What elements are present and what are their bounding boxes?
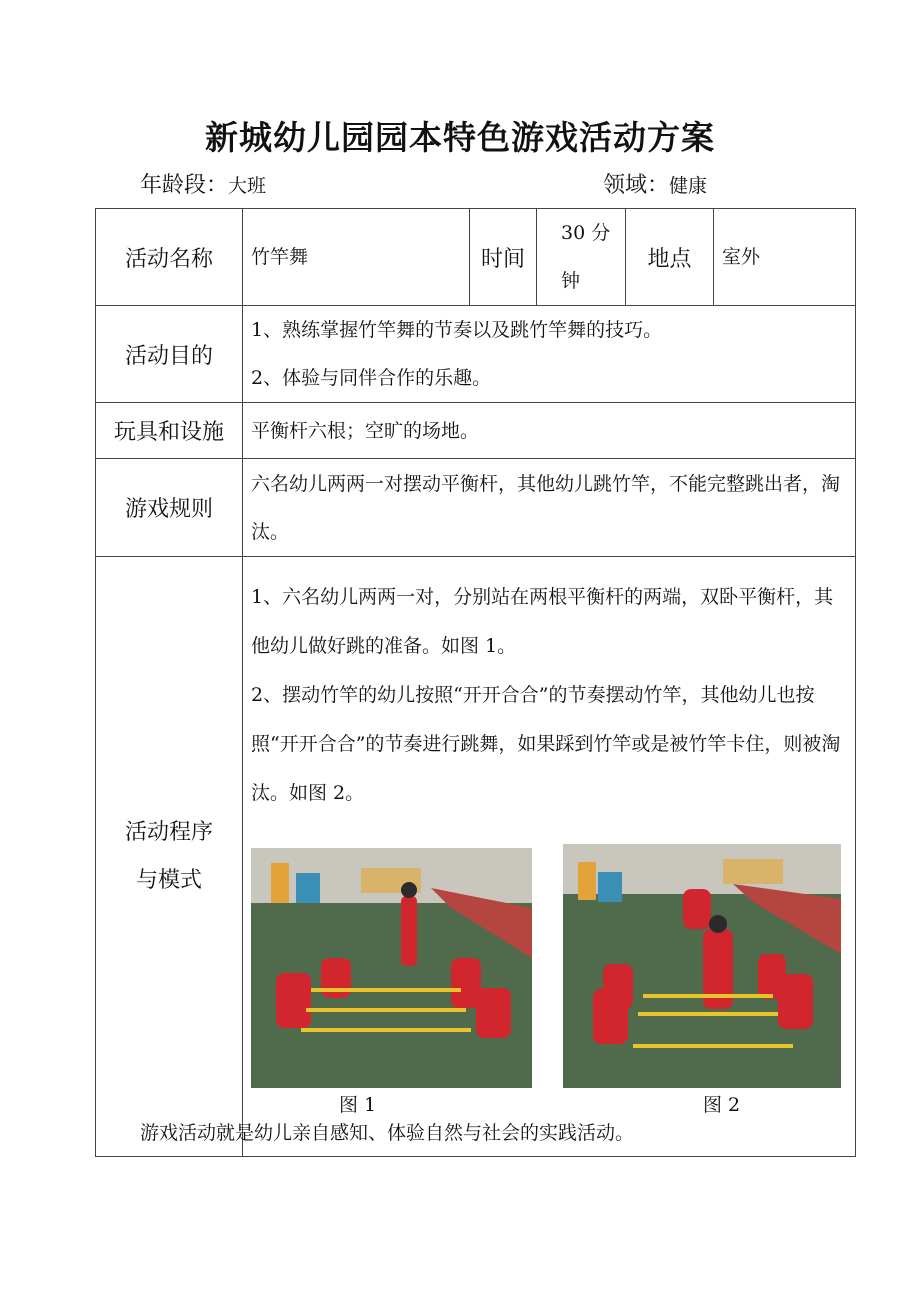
place-label: 地点	[626, 209, 714, 306]
goal-label: 活动目的	[96, 306, 243, 403]
rules-label: 游戏规则	[96, 459, 243, 557]
figure-1-photo	[251, 848, 532, 1088]
activity-plan-table	[95, 208, 856, 1157]
equipment-value: 平衡杆六根；空旷的场地。	[243, 403, 856, 459]
time-label: 时间	[470, 209, 537, 306]
procedure-label-line: 活动程序	[124, 819, 213, 845]
goal-item: 2、体验与同伴合作的乐趣。	[251, 367, 492, 389]
figure-1-caption: 图 1	[339, 1094, 377, 1116]
page-title: 新城幼儿园园本特色游戏活动方案	[205, 118, 715, 157]
procedure-content	[243, 557, 856, 1157]
table-row	[96, 306, 856, 403]
procedure-step: 1、六名幼儿两两一对，分别站在两根平衡杆的两端，双卧平衡杆，其他幼儿做好跳的准备。如图 1。	[251, 586, 834, 657]
domain-value: 健康	[669, 175, 708, 197]
figure-2-caption: 图 2	[703, 1094, 741, 1116]
activity-name-label: 活动名称	[96, 209, 243, 306]
equipment-label: 玩具和设施	[96, 403, 243, 459]
table-row	[96, 557, 856, 1157]
time-value: 30 分钟	[537, 209, 626, 306]
table-row	[96, 459, 856, 557]
domain-label: 领域：	[603, 173, 670, 198]
footer-text: 游戏活动就是幼儿亲自感知、体验自然与社会的实践活动。	[140, 1122, 635, 1144]
procedure-step: 2、摆动竹竿的幼儿按照“开开合合”的节奏摆动竹竿，其他幼儿也按照“开开合合”的节奏进行跳舞，如果踩到竹竿或是被竹竿卡住，则被淘汰。如图 2。	[251, 684, 841, 804]
goal-item: 1、熟练掌握竹竿舞的节奏以及跳竹竿舞的技巧。	[251, 319, 663, 341]
procedure-label	[96, 557, 243, 1157]
procedure-label-line: 与模式	[135, 867, 202, 893]
photo-area	[251, 826, 847, 1156]
goal-list	[243, 306, 856, 403]
figure-2-photo	[563, 844, 841, 1088]
age-group-label: 年龄段：	[140, 173, 229, 198]
activity-name-value: 竹竿舞	[243, 209, 470, 306]
domain-field	[603, 168, 707, 199]
table-row	[96, 209, 856, 306]
place-value: 室外	[714, 209, 856, 306]
rules-value: 六名幼儿两两一对摆动平衡杆，其他幼儿跳竹竿，不能完整跳出者，淘汰。	[243, 459, 856, 557]
table-row	[96, 403, 856, 459]
age-group-value: 大班	[228, 175, 267, 197]
age-group	[140, 168, 266, 199]
